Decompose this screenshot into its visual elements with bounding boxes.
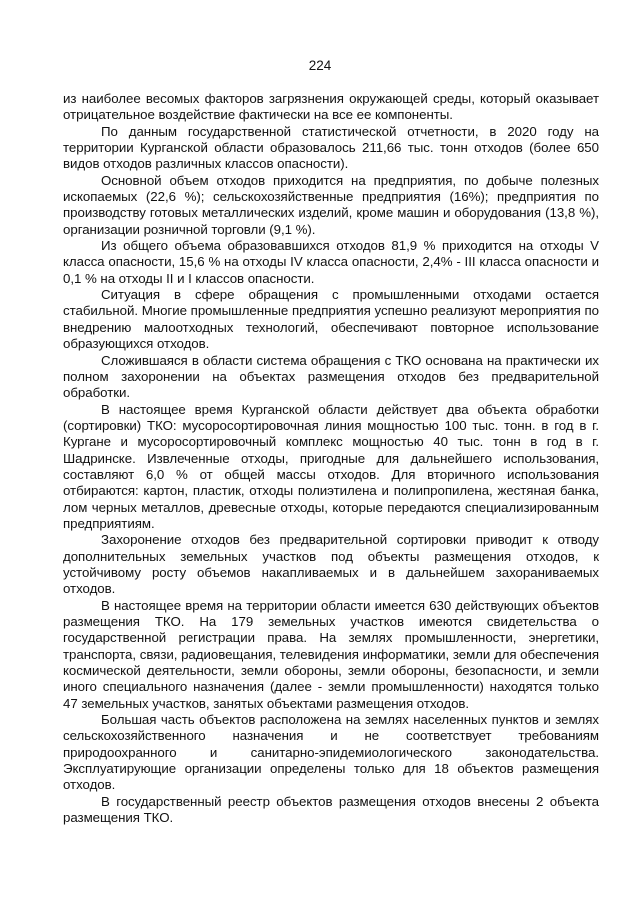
paragraph-6: Сложившаяся в области система обращения с ТКО основана на практически их полном захоронении на объектах размещения отходов без предварительной обработки. [63, 352, 599, 401]
paragraph-10: Большая часть объектов расположена на землях населенных пунктов и землях сельскохозяйственного назначения и не соответствует требованиям природоохранного и санитарно-эпидемиологического законодательства. Эксплуатирующие организации определены только для 18 объектов размещения отходов. [63, 712, 599, 793]
paragraph-5: Ситуация в сфере обращения с промышленными отходами остается стабильной. Многие промышленные предприятия успешно реализуют мероприятия по внедрению малоотходных технологий, обеспечивают повторное использование образующихся отходов. [63, 287, 599, 352]
paragraph-4: Из общего объема образовавшихся отходов 81,9 % приходится на отходы V класса опасности, 15,6 % на отходы IV класса опасности, 2,4% - III класса опасности и 0,1 % на отходы II и I классов опасности. [63, 238, 599, 286]
document-body [63, 91, 599, 826]
paragraph-11: В государственный реестр объектов размещения отходов внесены 2 объекта размещения ТКО. [63, 793, 599, 826]
paragraph-7: В настоящее время Курганской области действует два объекта обработки (сортировки) ТКО: мусоросортировочная линия мощностью 100 тыс. тонн. в год в г. Кургане и мусоросортировочный комплекс мощностью 40 тыс. тонн в год в г. Шадринске. Извлеченные отходы, пригодные для дальнейшего использования, составляют 6,0 % от общей массы отходов. Для вторичного использования отбираются: картон, пластик, отходы полиэтилена и полипропилена, жестяная банка, лом черных металлов, древесные отходы, которые передаются специализированным предприятиям. [63, 401, 599, 531]
paragraph-9: В настоящее время на территории области имеется 630 действующих объектов размещения ТКО. На 179 земельных участков имеются свидетельства о государственной регистрации права. На землях промышленности, энергетики, транспорта, связи, радиовещания, телевидения информатики, земли для обеспечения космической деятельности, земли обороны, земли обороны, безопасности, и земли иного специального назначения (далее - земли промышленности) находятся только 47 земельных участков, занятых объектами размещения отходов. [63, 597, 599, 711]
page-number: 224 [308, 58, 332, 73]
paragraph-3: Основной объем отходов приходится на предприятия, по добыче полезных ископаемых (22,6 %); сельскохозяйственные предприятия (16%); предприятия по производству готовых металлических изделий, кроме машин и оборудования (13,8 %), организации розничной торговли (9,1 %). [63, 172, 599, 237]
paragraph-2: По данным государственной статистической отчетности, в 2020 году на территории Курганской области образовалось 211,66 тыс. тонн отходов (более 650 видов отходов различных классов опасности). [63, 123, 599, 172]
paragraph-8: Захоронение отходов без предварительной сортировки приводит к отводу дополнительных земельных участков под объекты размещения отходов, к устойчивому росту объемов накапливаемых и в дальнейшем захораниваемых отходов. [63, 532, 599, 597]
paragraph-1: из наиболее весомых факторов загрязнения окружающей среды, который оказывает отрицательное воздействие фактически на все ее компоненты. [63, 91, 599, 123]
